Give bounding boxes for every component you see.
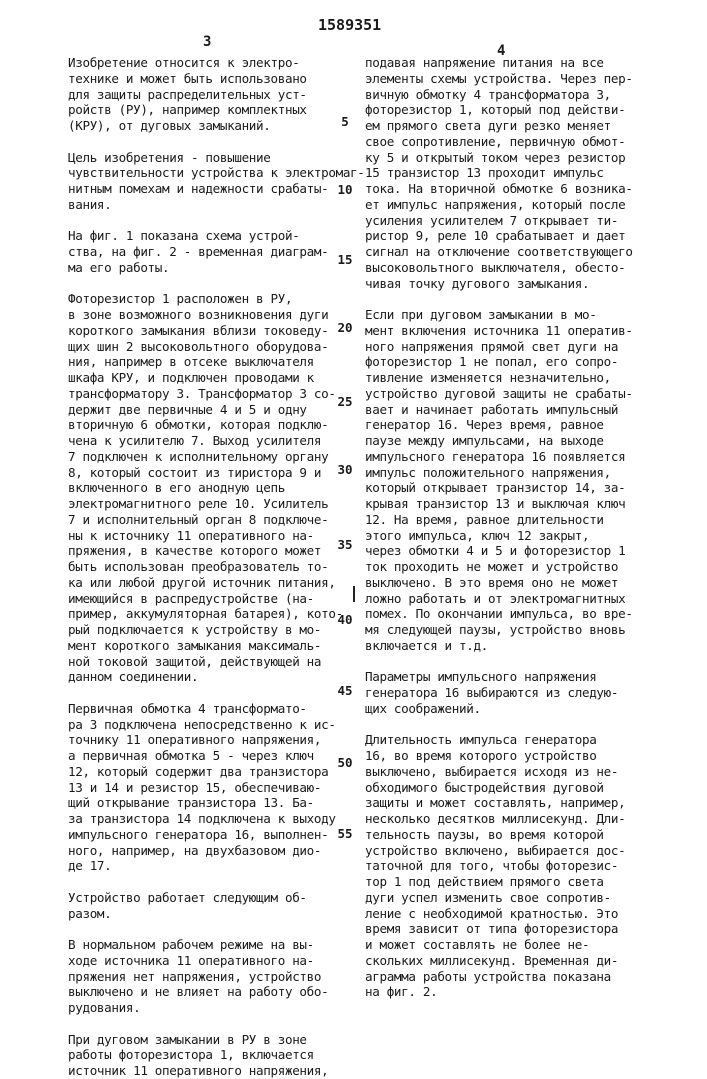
text-line: щий открывание транзистора 13. Ба- — [68, 795, 338, 811]
text-line: этого импульса, ключ 12 закрыт, — [365, 528, 655, 544]
line-number-marker: 10 — [330, 182, 360, 197]
line-number-marker: 5 — [330, 114, 360, 129]
text-line: тока. На вторичной обмотке 6 возника- — [365, 181, 655, 197]
text-line: устройство дуговой защиты не срабаты- — [365, 386, 655, 402]
text-line: ройств (РУ), например комплектных — [68, 102, 338, 118]
text-line: технике и может быть использовано — [68, 71, 338, 87]
text-line: нитным помехам и надежности срабаты- — [68, 181, 338, 197]
text-line: включенного в его анодную цепь — [68, 480, 338, 496]
text-line: обходимого быстродействия дуговой — [365, 780, 655, 796]
text-line: высоковольтного выключателя, обесто- — [365, 260, 655, 276]
document-number: 1589351 — [318, 16, 381, 34]
line-number-marker: 45 — [330, 683, 360, 698]
text-line: аграмма работы устройства показана — [365, 969, 655, 985]
text-line: чувствительности устройства к электромаг- — [68, 165, 338, 181]
text-line: имеющийся в распредустройстве (на- — [68, 591, 338, 607]
text-line: генератор 16. Через время, равное — [365, 417, 655, 433]
text-line: Изобретение относится к электро- — [68, 55, 338, 71]
text-line: помех. По окончании импульса, во вре- — [365, 606, 655, 622]
text-line: который открывает транзистор 14, за- — [365, 480, 655, 496]
line-number-marker: 50 — [330, 755, 360, 770]
text-line: импульсного генератора 16 появляется — [365, 449, 655, 465]
text-line: мент короткого замыкания максималь- — [68, 638, 338, 654]
text-line: ложно работать и от электромагнитных — [365, 591, 655, 607]
text-line: вторичную 6 обмотки, которая подклю- — [68, 417, 338, 433]
text-line: тельность паузы, во время которой — [365, 827, 655, 843]
line-number-marker: 35 — [330, 537, 360, 552]
text-line: ление с необходимой кратностью. Это — [365, 906, 655, 922]
text-line: ра 3 подключена непосредственно к ис- — [68, 717, 338, 733]
text-line: паузе между импульсами, на выходе — [365, 433, 655, 449]
text-line: рый подключается к устройству в мо- — [68, 622, 338, 638]
text-line: 16, во время которого устройство — [365, 748, 655, 764]
text-line: 13 и 14 и резистор 15, обеспечиваю- — [68, 780, 338, 796]
text-line: Цель изобретения - повышение — [68, 150, 338, 166]
text-line: ной токовой защитой, действующей на — [68, 654, 338, 670]
text-line: мя следующей паузы, устройство вновь — [365, 622, 655, 638]
text-line: в зоне возможного возникновения дуги — [68, 307, 338, 323]
text-line: на фиг. 2. — [365, 984, 655, 1000]
text-line: Длительность импульса генератора — [365, 732, 655, 748]
text-line: ного напряжения прямой свет дуги на — [365, 339, 655, 355]
text-line: чивая точку дугового замыкания. — [365, 276, 655, 292]
paragraph-gap — [365, 717, 655, 733]
text-line: генератора 16 выбираются из следую- — [365, 685, 655, 701]
line-number-marker: 25 — [330, 394, 360, 409]
paragraph-gap — [68, 276, 338, 292]
text-line: время зависит от типа фоторезистора — [365, 921, 655, 937]
text-line: ток проходить не может и устройство — [365, 559, 655, 575]
text-line: несколько десятков миллисекунд. Дли- — [365, 811, 655, 827]
right-text-column — [365, 55, 655, 1000]
text-line: шкафа КРУ, и подключен проводами к — [68, 370, 338, 386]
line-number-marker: 55 — [330, 826, 360, 841]
text-line: мент включения источника 11 оператив- — [365, 323, 655, 339]
text-line: работы фоторезистора 1, включается — [68, 1047, 338, 1063]
line-number-marker: 40 — [330, 612, 360, 627]
text-line: щих соображений. — [365, 701, 655, 717]
text-line: де 17. — [68, 858, 338, 874]
text-line: защиты и может составлять, например, — [365, 795, 655, 811]
paragraph-gap — [68, 213, 338, 229]
text-line: пряжения нет напряжения, устройство — [68, 969, 338, 985]
text-line: устройство включено, выбирается дос- — [365, 843, 655, 859]
text-line: ку 5 и открытый током через резистор — [365, 150, 655, 166]
text-line: выключено, выбирается исходя из не- — [365, 764, 655, 780]
text-line: При дуговом замыкании в РУ в зоне — [68, 1032, 338, 1048]
text-line: фоторезистор 1, который под действи- — [365, 102, 655, 118]
paragraph-gap — [68, 685, 338, 701]
text-line: таточной для того, чтобы фоторезис- — [365, 858, 655, 874]
text-line: сигнал на отключение соответствующего — [365, 244, 655, 260]
text-line: ного, например, на двухбазовом дио- — [68, 843, 338, 859]
text-line: ет импульс напряжения, который после — [365, 197, 655, 213]
text-line: чена к усилителю 7. Выход усилителя — [68, 433, 338, 449]
paragraph-gap — [68, 1016, 338, 1032]
text-line: через обмотки 4 и 5 и фоторезистор 1 — [365, 543, 655, 559]
text-line: короткого замыкания вблизи токоведу- — [68, 323, 338, 339]
text-line: выключено. В это время оно не может — [365, 575, 655, 591]
text-line: свое сопротивление, первичную обмот- — [365, 134, 655, 150]
text-line: скольких миллисекунд. Временная ди- — [365, 953, 655, 969]
text-line: дуги успел изменить свое сопротив- — [365, 890, 655, 906]
text-line: Параметры импульсного напряжения — [365, 669, 655, 685]
text-line: На фиг. 1 показана схема устрой- — [68, 228, 338, 244]
paragraph-gap — [68, 874, 338, 890]
text-line: ны к источнику 11 оперативного на- — [68, 528, 338, 544]
margin-bar-mark — [353, 586, 355, 602]
text-line: Фоторезистор 1 расположен в РУ, — [68, 291, 338, 307]
text-line: электромагнитного реле 10. Усилитель — [68, 496, 338, 512]
text-line: ходе источника 11 оперативного на- — [68, 953, 338, 969]
text-line: и может составлять не более не- — [365, 937, 655, 953]
text-line: подавая напряжение питания на все — [365, 55, 655, 71]
document-page — [0, 0, 707, 1000]
text-line: вает и начинает работать импульсный — [365, 402, 655, 418]
text-line: фоторезистор 1 не попал, его сопро- — [365, 354, 655, 370]
text-line: Если при дуговом замыкании в мо- — [365, 307, 655, 323]
text-line: элементы схемы устройства. Через пер- — [365, 71, 655, 87]
text-line: данном соединении. — [68, 669, 338, 685]
text-line: точнику 11 оперативного напряжения, — [68, 732, 338, 748]
paragraph-gap — [365, 291, 655, 307]
paragraph-gap — [68, 134, 338, 150]
text-line: источник 11 оперативного напряжения, — [68, 1063, 338, 1079]
text-line: вания. — [68, 197, 338, 213]
text-line: держит две первичные 4 и 5 и одну — [68, 402, 338, 418]
text-line: пример, аккумуляторная батарея), кото- — [68, 606, 338, 622]
text-line: щих шин 2 высоковольтного оборудова- — [68, 339, 338, 355]
text-line: усиления усилителем 7 открывает ти- — [365, 213, 655, 229]
text-line: трансформатору 3. Трансформатор 3 со- — [68, 386, 338, 402]
text-line: для защиты распределительных уст- — [68, 87, 338, 103]
text-line: а первичная обмотка 5 - через ключ — [68, 748, 338, 764]
text-line: рудования. — [68, 1000, 338, 1016]
text-line: тор 1 под действием прямого света — [365, 874, 655, 890]
text-line: выключено и не влияет на работу обо- — [68, 984, 338, 1000]
page-number-left: 3 — [203, 34, 211, 50]
paragraph-gap — [365, 654, 655, 670]
text-line: пряжения, в качестве которого может — [68, 543, 338, 559]
text-line: ка или любой другой источник питания, — [68, 575, 338, 591]
text-line: тивление изменяется незначительно, — [365, 370, 655, 386]
text-line: ния, например в отсеке выключателя — [68, 354, 338, 370]
text-line: за транзистора 14 подключена к выходу — [68, 811, 338, 827]
text-line: крывая транзистор 13 и выключая ключ — [365, 496, 655, 512]
line-number-marker: 15 — [330, 252, 360, 267]
text-line: 7 подключен к исполнительному органу — [68, 449, 338, 465]
text-line: 12. На время, равное длительности — [365, 512, 655, 528]
text-line: вичную обмотку 4 трансформатора 3, — [365, 87, 655, 103]
line-number-marker: 20 — [330, 320, 360, 335]
text-line: В нормальном рабочем режиме на вы- — [68, 937, 338, 953]
text-line: ства, на фиг. 2 - временная диаграм- — [68, 244, 338, 260]
text-line: (КРУ), от дуговых замыканий. — [68, 118, 338, 134]
text-line: разом. — [68, 906, 338, 922]
text-line: импульсного генератора 16, выполнен- — [68, 827, 338, 843]
text-line: 8, который состоит из тиристора 9 и — [68, 465, 338, 481]
text-line: быть использован преобразователь то- — [68, 559, 338, 575]
line-number-marker: 30 — [330, 462, 360, 477]
text-line: ристор 9, реле 10 срабатывает и дает — [365, 228, 655, 244]
left-text-column — [68, 55, 338, 1079]
text-line: ем прямого света дуги резко меняет — [365, 118, 655, 134]
text-line: включается и т.д. — [365, 638, 655, 654]
text-line: Устройство работает следующим об- — [68, 890, 338, 906]
text-line: Первичная обмотка 4 трансформато- — [68, 701, 338, 717]
text-line: импульс положительного напряжения, — [365, 465, 655, 481]
page-number-right: 4 — [497, 43, 505, 59]
text-line: ма его работы. — [68, 260, 338, 276]
text-line: 12, который содержит два транзистора — [68, 764, 338, 780]
text-line: 15 транзистор 13 проходит импульс — [365, 165, 655, 181]
text-line: 7 и исполнительный орган 8 подключе- — [68, 512, 338, 528]
paragraph-gap — [68, 921, 338, 937]
